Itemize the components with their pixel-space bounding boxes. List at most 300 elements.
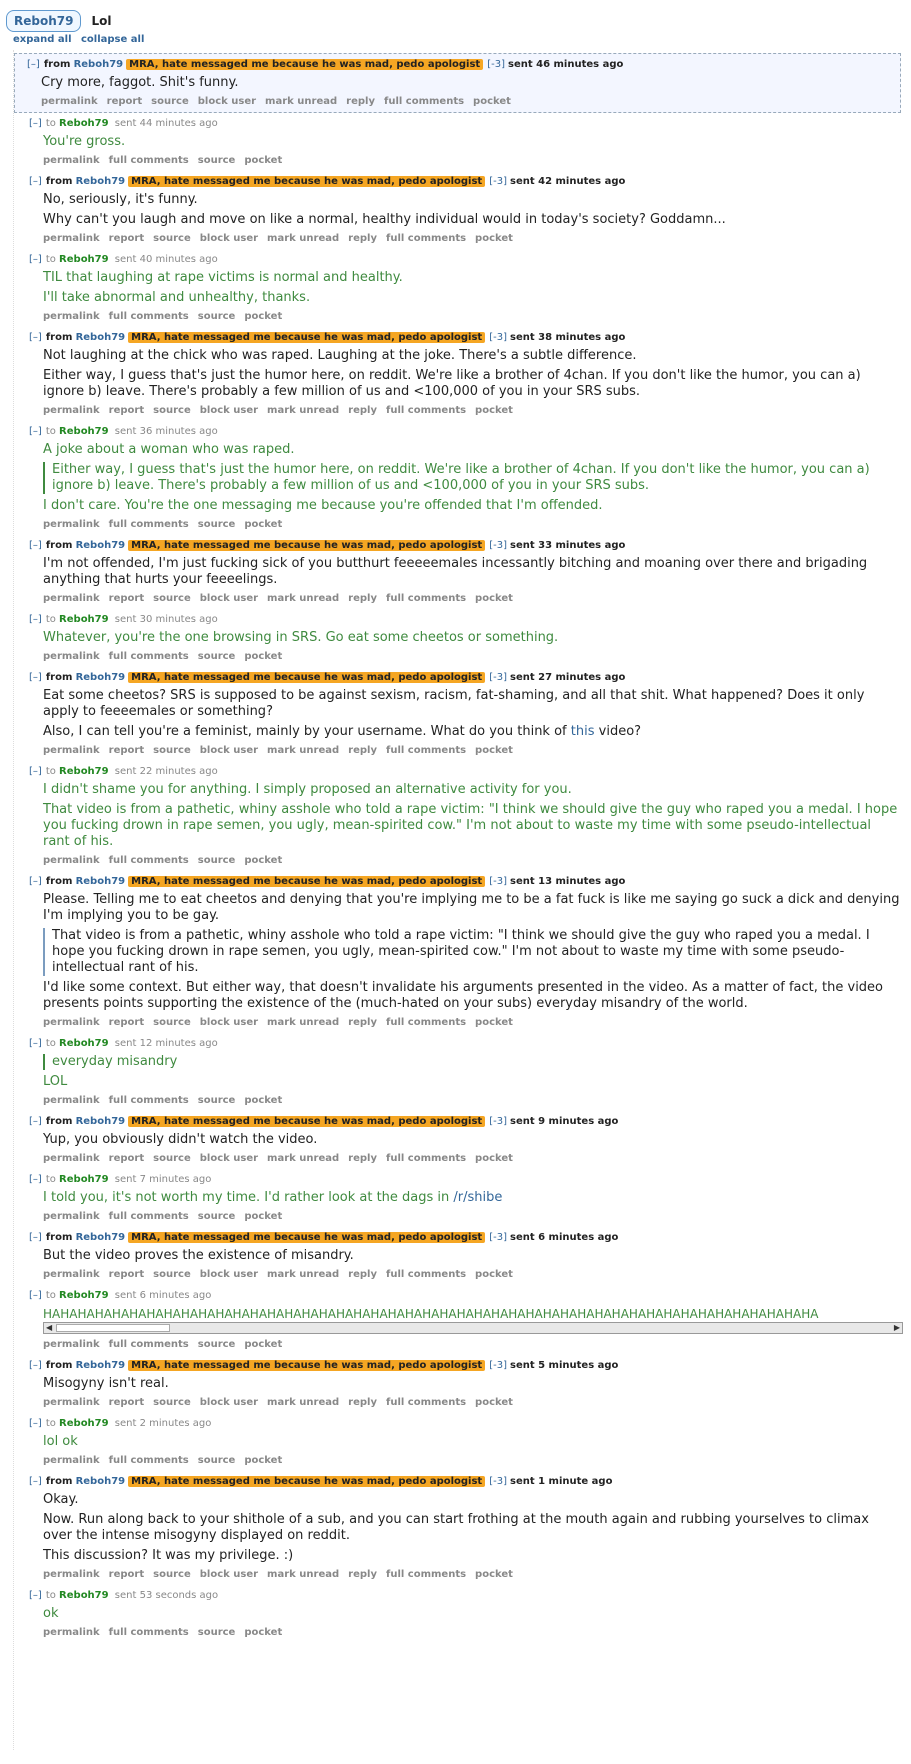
message-body — [43, 192, 901, 228]
permalink-button[interactable]: permalink — [43, 1153, 100, 1164]
full-comments-button[interactable]: full comments — [385, 1269, 467, 1280]
permalink-button[interactable]: permalink — [43, 405, 100, 416]
author-link[interactable]: Reboh79 — [59, 1590, 109, 1601]
message-actions — [43, 1268, 901, 1281]
message-actions — [43, 1338, 901, 1351]
pocket-button[interactable]: pocket — [244, 1627, 283, 1638]
block-user-button[interactable]: block user — [199, 745, 259, 756]
mark-unread-button[interactable]: mark unread — [267, 593, 340, 604]
message-paragraph: Why can't you laugh and move on like a normal, healthy individual would in today's society? Goddamn... — [43, 212, 726, 227]
report-button[interactable]: report — [108, 405, 145, 416]
message-actions — [43, 592, 901, 605]
mark-unread-button[interactable]: mark unread — [267, 1269, 340, 1280]
preformatted-text: HAHAHAHAHAHAHAHAHAHAHAHAHAHAHAHAHAHAHAHAHAHAHAHAHAHAHAHAHAHAHAHAHAHAHAHAHAHAHAHAHAHAHAHAHA — [43, 1307, 819, 1321]
message — [17, 1471, 901, 1585]
permalink-button[interactable]: permalink — [43, 1455, 100, 1466]
collapse-toggle[interactable]: [–] — [29, 876, 42, 887]
full-comments-button[interactable]: full comments — [108, 519, 189, 530]
collapse-toggle[interactable]: [–] — [29, 672, 42, 683]
sent-timestamp: sent 44 minutes ago — [114, 118, 218, 129]
message-tagline — [29, 1173, 901, 1186]
sent-timestamp: sent 38 minutes ago — [510, 332, 626, 343]
scroll-left-arrow-icon[interactable]: ◀ — [46, 1323, 53, 1332]
report-button[interactable]: report — [108, 1569, 145, 1580]
collapse-toggle[interactable]: [–] — [29, 118, 42, 129]
collapse-toggle[interactable]: [–] — [29, 1038, 42, 1049]
message-paragraph: I didn't shame you for anything. I simply proposed an alternative activity for you. — [43, 782, 572, 797]
block-user-button[interactable]: block user — [199, 1153, 259, 1164]
message-paragraph — [43, 724, 901, 740]
message-direction: to — [45, 766, 56, 777]
collapse-toggle[interactable]: [–] — [29, 766, 42, 777]
message — [17, 1285, 901, 1355]
full-comments-button[interactable]: full comments — [108, 855, 189, 866]
mark-unread-button[interactable]: mark unread — [267, 1397, 340, 1408]
message-tagline — [29, 613, 901, 626]
message-paragraph: Yup, you obviously didn't watch the video. — [43, 1132, 318, 1147]
inline-link[interactable]: this — [570, 724, 595, 739]
source-button[interactable]: source — [153, 233, 191, 244]
message-thread — [17, 53, 901, 1643]
message — [17, 535, 901, 609]
sent-timestamp: sent 36 minutes ago — [114, 426, 218, 437]
permalink-button[interactable]: permalink — [43, 593, 100, 604]
full-comments-button[interactable]: full comments — [385, 1153, 467, 1164]
user-tag-badge: MRA, hate messaged me because he was mad, pedo apologist — [128, 176, 485, 187]
reply-button[interactable]: reply — [348, 405, 377, 416]
full-comments-button[interactable]: full comments — [108, 155, 189, 166]
sent-timestamp: sent 33 minutes ago — [510, 540, 626, 551]
source-button[interactable]: source — [153, 1397, 191, 1408]
full-comments-button[interactable]: full comments — [108, 1211, 189, 1222]
message-direction: to — [45, 118, 56, 129]
full-comments-button[interactable]: full comments — [108, 651, 189, 662]
karma-score: [-3] — [489, 1116, 507, 1127]
mark-unread-button[interactable]: mark unread — [267, 1153, 340, 1164]
message-actions — [43, 1016, 901, 1029]
message-actions — [43, 518, 901, 531]
block-user-button[interactable]: block user — [199, 233, 259, 244]
collapse-toggle[interactable]: [–] — [29, 1476, 42, 1487]
source-button[interactable]: source — [153, 1269, 191, 1280]
karma-score: [-3] — [487, 59, 505, 70]
report-button[interactable]: report — [108, 233, 145, 244]
mark-unread-button[interactable]: mark unread — [267, 1569, 340, 1580]
message-paragraph: Whatever, you're the one browsing in SRS. Go eat some cheetos or something. — [43, 630, 559, 645]
author-link[interactable]: Reboh79 — [59, 254, 109, 265]
author-link[interactable]: Reboh79 — [75, 1476, 126, 1487]
message-actions — [43, 1094, 901, 1107]
reply-button[interactable]: reply — [348, 1153, 377, 1164]
sent-timestamp: sent 30 minutes ago — [114, 614, 218, 625]
author-link[interactable]: Reboh79 — [75, 176, 126, 187]
source-button[interactable]: source — [153, 1153, 191, 1164]
message — [17, 249, 901, 327]
message-direction: from — [45, 1476, 73, 1487]
sent-timestamp: sent 1 minute ago — [510, 1476, 613, 1487]
sent-timestamp: sent 12 minutes ago — [114, 1038, 218, 1049]
message-paragraph — [43, 1190, 901, 1206]
sent-timestamp: sent 9 minutes ago — [510, 1116, 619, 1127]
collapse-toggle[interactable]: [–] — [29, 1290, 42, 1301]
full-comments-button[interactable]: full comments — [108, 1627, 189, 1638]
scroll-right-arrow-icon[interactable]: ▶ — [893, 1323, 900, 1332]
full-comments-button[interactable]: full comments — [108, 1455, 189, 1466]
author-link[interactable]: Reboh79 — [59, 1038, 109, 1049]
message-tagline — [29, 1359, 901, 1372]
block-user-button[interactable]: block user — [197, 96, 257, 107]
source-button[interactable]: source — [153, 1569, 191, 1580]
reply-button[interactable]: reply — [348, 1397, 377, 1408]
message — [17, 1227, 901, 1285]
full-comments-button[interactable]: full comments — [385, 1017, 467, 1028]
message — [17, 1033, 901, 1111]
reply-button[interactable]: reply — [348, 1569, 377, 1580]
message-body — [43, 556, 901, 588]
message-actions — [43, 154, 901, 167]
source-button[interactable]: source — [153, 593, 191, 604]
message-body — [43, 1376, 901, 1392]
permalink-button[interactable]: permalink — [43, 651, 100, 662]
pocket-button[interactable]: pocket — [473, 96, 511, 107]
source-button[interactable]: source — [197, 1455, 236, 1466]
permalink-button[interactable]: permalink — [43, 855, 100, 866]
message-paragraph: Eat some cheetos? SRS is supposed to be against sexism, racism, fat-shaming, and all that shit. What happened? Does it only apply to feeeemales or something? — [43, 688, 865, 719]
message-tagline — [27, 58, 900, 71]
subject-author-link[interactable]: Reboh79 — [6, 10, 81, 32]
message-paragraph: I'm not offended, I'm just fucking sick of you butthurt feeeeemales incessantly bitching and moaning over there and brigading anything that hurts your feeeelings. — [43, 556, 868, 587]
message-direction: from — [45, 176, 73, 187]
message-paragraph: I'd like some context. But either way, that doesn't invalidate his arguments presented in the video. As a matter of fact, the video presents points supporting the existence of the (much-hated on your subs) everyday misandry of the world. — [43, 980, 884, 1011]
pocket-button[interactable]: pocket — [244, 155, 283, 166]
author-link[interactable]: Reboh79 — [59, 1418, 109, 1429]
message-actions — [41, 95, 900, 108]
source-button[interactable]: source — [197, 1627, 236, 1638]
collapse-toggle[interactable]: [–] — [29, 254, 42, 265]
collapse-toggle[interactable]: [–] — [29, 1116, 42, 1127]
sent-timestamp: sent 42 minutes ago — [510, 176, 626, 187]
message-actions — [43, 650, 901, 663]
source-button[interactable]: source — [197, 651, 236, 662]
message-actions — [43, 1626, 901, 1639]
report-button[interactable]: report — [108, 1269, 145, 1280]
permalink-button[interactable]: permalink — [43, 1569, 100, 1580]
full-comments-button[interactable]: full comments — [383, 96, 465, 107]
message-body — [43, 1248, 901, 1264]
full-comments-button[interactable]: full comments — [385, 593, 467, 604]
pocket-button[interactable]: pocket — [475, 1017, 513, 1028]
message-actions — [43, 1454, 901, 1467]
message-tagline — [29, 1231, 901, 1244]
pocket-button[interactable]: pocket — [475, 745, 513, 756]
report-button[interactable]: report — [108, 1017, 145, 1028]
collapse-toggle[interactable]: [–] — [29, 614, 42, 625]
message-body — [43, 1054, 901, 1090]
report-button[interactable]: report — [108, 1153, 145, 1164]
message-paragraph: Not laughing at the chick who was raped. Laughing at the joke. There's a subtle difference. — [43, 348, 637, 363]
pocket-button[interactable]: pocket — [244, 855, 283, 866]
message-direction: from — [45, 876, 73, 887]
block-user-button[interactable]: block user — [199, 405, 259, 416]
permalink-button[interactable]: permalink — [43, 1397, 100, 1408]
full-comments-button[interactable]: full comments — [385, 1397, 467, 1408]
message — [17, 1413, 901, 1471]
author-link[interactable]: Reboh79 — [75, 540, 126, 551]
source-button[interactable]: source — [151, 96, 189, 107]
horizontal-scrollbar[interactable] — [43, 1322, 903, 1334]
permalink-button[interactable]: permalink — [43, 745, 100, 756]
permalink-button[interactable]: permalink — [43, 519, 100, 530]
message-actions — [43, 1210, 901, 1223]
message-direction: from — [45, 1360, 73, 1371]
mark-unread-button[interactable]: mark unread — [267, 745, 340, 756]
permalink-button[interactable]: permalink — [43, 1211, 100, 1222]
reply-button[interactable]: reply — [348, 593, 377, 604]
message-tagline — [29, 1037, 901, 1050]
message-paragraph: I don't care. You're the one messaging me because you're offended that I'm offended. — [43, 498, 603, 513]
full-comments-button[interactable]: full comments — [385, 1569, 467, 1580]
scrollbar-thumb[interactable] — [56, 1324, 170, 1332]
mark-unread-button[interactable]: mark unread — [267, 405, 340, 416]
author-link[interactable]: Reboh79 — [59, 118, 109, 129]
message-body — [43, 782, 901, 850]
collapse-toggle[interactable]: [–] — [29, 332, 42, 343]
message-paragraph: That video is from a pathetic, whiny asshole who told a rape victim: "I think we should give the guy who raped you a medal. I hope you fucking drown in rape semen, you ugly, mean-spirited cow." I'm not about to waste my time with some pseudo-intellectual rant of his. — [43, 802, 898, 849]
source-button[interactable]: source — [197, 155, 236, 166]
collapse-toggle[interactable]: [–] — [29, 1590, 42, 1601]
sent-timestamp: sent 27 minutes ago — [510, 672, 626, 683]
reply-button[interactable]: reply — [348, 745, 377, 756]
author-link[interactable]: Reboh79 — [59, 766, 109, 777]
message-tagline — [29, 671, 901, 684]
message-paragraph: Either way, I guess that's just the humor here, on reddit. We're like a brother of 4chan. If you don't like the humor, you can a) ignore b) leave. There's probably a few million of us and <100,000 of you in your SRS subs. — [43, 368, 861, 399]
mark-unread-button[interactable]: mark unread — [267, 233, 340, 244]
message-paragraph: But the video proves the existence of misandry. — [43, 1248, 354, 1263]
author-link[interactable]: Reboh79 — [75, 672, 126, 683]
sent-timestamp: sent 7 minutes ago — [114, 1174, 212, 1185]
collapse-toggle[interactable]: [–] — [29, 176, 42, 187]
source-button[interactable]: source — [197, 1339, 236, 1350]
full-comments-button[interactable]: full comments — [108, 1095, 189, 1106]
collapse-toggle[interactable]: [–] — [29, 540, 42, 551]
permalink-button[interactable]: permalink — [43, 1095, 100, 1106]
collapse-toggle[interactable]: [–] — [29, 1174, 42, 1185]
author-link[interactable]: Reboh79 — [73, 59, 124, 70]
message-body — [41, 75, 900, 91]
inline-link[interactable]: /r/shibe — [453, 1190, 503, 1205]
mark-unread-button[interactable]: mark unread — [265, 96, 338, 107]
pocket-button[interactable]: pocket — [244, 1211, 283, 1222]
block-user-button[interactable]: block user — [199, 1017, 259, 1028]
user-tag-badge: MRA, hate messaged me because he was mad, pedo apologist — [128, 672, 485, 683]
karma-score: [-3] — [489, 1476, 507, 1487]
permalink-button[interactable]: permalink — [43, 1269, 100, 1280]
message-tagline — [29, 1115, 901, 1128]
permalink-button[interactable]: permalink — [43, 1017, 100, 1028]
permalink-button[interactable]: permalink — [43, 1339, 100, 1350]
message-paragraph: You're gross. — [43, 134, 126, 149]
source-button[interactable]: source — [153, 1017, 191, 1028]
sent-timestamp: sent 40 minutes ago — [114, 254, 218, 265]
full-comments-button[interactable]: full comments — [385, 405, 467, 416]
message-tagline — [29, 331, 901, 344]
message-direction: from — [45, 332, 73, 343]
message-tagline — [29, 1417, 901, 1430]
user-tag-badge: MRA, hate messaged me because he was mad, pedo apologist — [128, 1116, 485, 1127]
paragraph-text: Also, I can tell you're a feminist, mainly by your username. What do you think of — [43, 724, 571, 739]
author-link[interactable]: Reboh79 — [59, 426, 109, 437]
author-link[interactable]: Reboh79 — [75, 1232, 126, 1243]
source-button[interactable]: source — [153, 405, 191, 416]
author-link[interactable]: Reboh79 — [75, 1116, 126, 1127]
message-direction: to — [45, 1290, 56, 1301]
author-link[interactable]: Reboh79 — [59, 1290, 109, 1301]
block-user-button[interactable]: block user — [199, 1397, 259, 1408]
collapse-toggle[interactable]: [–] — [27, 59, 40, 70]
full-comments-button[interactable]: full comments — [108, 1339, 189, 1350]
source-button[interactable]: source — [197, 519, 236, 530]
user-tag-badge: MRA, hate messaged me because he was mad, pedo apologist — [128, 332, 485, 343]
karma-score: [-3] — [489, 1360, 507, 1371]
message-body — [43, 270, 901, 306]
collapse-toggle[interactable]: [–] — [29, 1418, 42, 1429]
message-body — [43, 1190, 901, 1206]
full-comments-button[interactable]: full comments — [385, 745, 467, 756]
author-link[interactable]: Reboh79 — [59, 614, 109, 625]
user-tag-badge: MRA, hate messaged me because he was mad, pedo apologist — [128, 876, 485, 887]
message-body — [43, 348, 901, 400]
pocket-button[interactable]: pocket — [475, 1569, 513, 1580]
source-button[interactable]: source — [197, 1095, 236, 1106]
full-comments-button[interactable]: full comments — [385, 233, 467, 244]
source-button[interactable]: source — [197, 311, 236, 322]
message-paragraph: Now. Run along back to your shithole of a sub, and you can start frothing at the mouth again and rubbing yourselves to climax over the intense misogyny displayed on reddit. — [43, 1512, 869, 1543]
pocket-button[interactable]: pocket — [475, 405, 513, 416]
karma-score: [-3] — [489, 332, 507, 343]
author-link[interactable]: Reboh79 — [75, 1360, 126, 1371]
report-button[interactable]: report — [108, 1397, 145, 1408]
message-direction: to — [45, 614, 56, 625]
report-button[interactable]: report — [108, 593, 145, 604]
message-tagline — [29, 1289, 901, 1302]
message-body — [43, 1434, 901, 1450]
karma-score: [-3] — [489, 672, 507, 683]
message-paragraph: Please. Telling me to eat cheetos and denying that you're implying me to be a fat fuck is like me saying go suck a dick and denying I'm implying you to be gay. — [43, 892, 900, 923]
permalink-button[interactable]: permalink — [43, 155, 100, 166]
message-paragraph: lol ok — [43, 1434, 78, 1449]
pocket-button[interactable]: pocket — [475, 1153, 513, 1164]
block-user-button[interactable]: block user — [199, 593, 259, 604]
permalink-button[interactable]: permalink — [43, 311, 100, 322]
message — [17, 667, 901, 761]
pocket-button[interactable]: pocket — [244, 311, 283, 322]
pocket-button[interactable]: pocket — [244, 1455, 283, 1466]
message-direction: from — [45, 1232, 73, 1243]
pocket-button[interactable]: pocket — [475, 233, 513, 244]
message-body — [43, 134, 901, 150]
message-paragraph: Misogyny isn't real. — [43, 1376, 169, 1391]
author-link[interactable]: Reboh79 — [59, 1174, 109, 1185]
permalink-button[interactable]: permalink — [43, 1627, 100, 1638]
reply-button[interactable]: reply — [348, 1269, 377, 1280]
expand-all-link[interactable]: expand all — [13, 34, 72, 45]
pocket-button[interactable]: pocket — [475, 1269, 513, 1280]
message-actions — [43, 854, 901, 867]
message-body — [43, 1306, 901, 1334]
sent-timestamp: sent 13 minutes ago — [510, 876, 626, 887]
reply-button[interactable]: reply — [346, 96, 375, 107]
block-user-button[interactable]: block user — [199, 1269, 259, 1280]
message-direction: to — [45, 1590, 56, 1601]
full-comments-button[interactable]: full comments — [108, 311, 189, 322]
message-body — [43, 688, 901, 740]
sent-timestamp: sent 53 seconds ago — [114, 1590, 219, 1601]
karma-score: [-3] — [489, 540, 507, 551]
message — [17, 761, 901, 871]
collapse-toggle[interactable]: [–] — [29, 1232, 42, 1243]
message-tagline — [29, 765, 901, 778]
message-paragraph: Cry more, faggot. Shit's funny. — [41, 75, 239, 90]
karma-score: [-3] — [489, 1232, 507, 1243]
message-body — [43, 892, 901, 1012]
source-button[interactable]: source — [153, 745, 191, 756]
author-link[interactable]: Reboh79 — [75, 876, 126, 887]
pocket-button[interactable]: pocket — [244, 1339, 283, 1350]
report-button[interactable]: report — [108, 745, 145, 756]
source-button[interactable]: source — [197, 855, 236, 866]
message-paragraph: This discussion? It was my privilege. :) — [43, 1548, 294, 1563]
message-actions — [43, 1152, 901, 1165]
sent-timestamp: sent 46 minutes ago — [508, 59, 624, 70]
report-button[interactable]: report — [106, 96, 143, 107]
permalink-button[interactable]: permalink — [43, 233, 100, 244]
pocket-button[interactable]: pocket — [475, 593, 513, 604]
message-tagline — [29, 1589, 901, 1602]
message-direction: from — [43, 59, 71, 70]
pocket-button[interactable]: pocket — [244, 1095, 283, 1106]
pocket-button[interactable]: pocket — [244, 651, 283, 662]
reply-button[interactable]: reply — [348, 1017, 377, 1028]
message — [17, 1169, 901, 1227]
pocket-button[interactable]: pocket — [244, 519, 283, 530]
permalink-button[interactable]: permalink — [41, 96, 98, 107]
collapse-toggle[interactable]: [–] — [29, 1360, 42, 1371]
message-tagline — [29, 253, 901, 266]
message-actions — [43, 310, 901, 323]
pocket-button[interactable]: pocket — [475, 1397, 513, 1408]
message — [14, 53, 901, 113]
sent-timestamp: sent 22 minutes ago — [114, 766, 218, 777]
collapse-toggle[interactable]: [–] — [29, 426, 42, 437]
block-user-button[interactable]: block user — [199, 1569, 259, 1580]
message-direction: to — [45, 1038, 56, 1049]
message-direction: to — [45, 1174, 56, 1185]
reply-button[interactable]: reply — [348, 233, 377, 244]
author-link[interactable]: Reboh79 — [75, 332, 126, 343]
sent-timestamp: sent 6 minutes ago — [114, 1290, 212, 1301]
message — [17, 1355, 901, 1413]
message-direction: from — [45, 672, 73, 683]
user-tag-badge: MRA, hate messaged me because he was mad, pedo apologist — [128, 1232, 485, 1243]
user-tag-badge: MRA, hate messaged me because he was mad, pedo apologist — [128, 1476, 485, 1487]
collapse-all-link[interactable]: collapse all — [81, 34, 145, 45]
message — [17, 609, 901, 667]
mark-unread-button[interactable]: mark unread — [267, 1017, 340, 1028]
quote-block: Either way, I guess that's just the humor here, on reddit. We're like a brother of 4chan. If you don't like the humor, you can a) ignore b) leave. There's probably a few million of us and <100,000 of you in your SRS subs. — [43, 462, 901, 494]
expand-controls — [13, 34, 150, 45]
source-button[interactable]: source — [197, 1211, 236, 1222]
message-body — [43, 630, 901, 646]
